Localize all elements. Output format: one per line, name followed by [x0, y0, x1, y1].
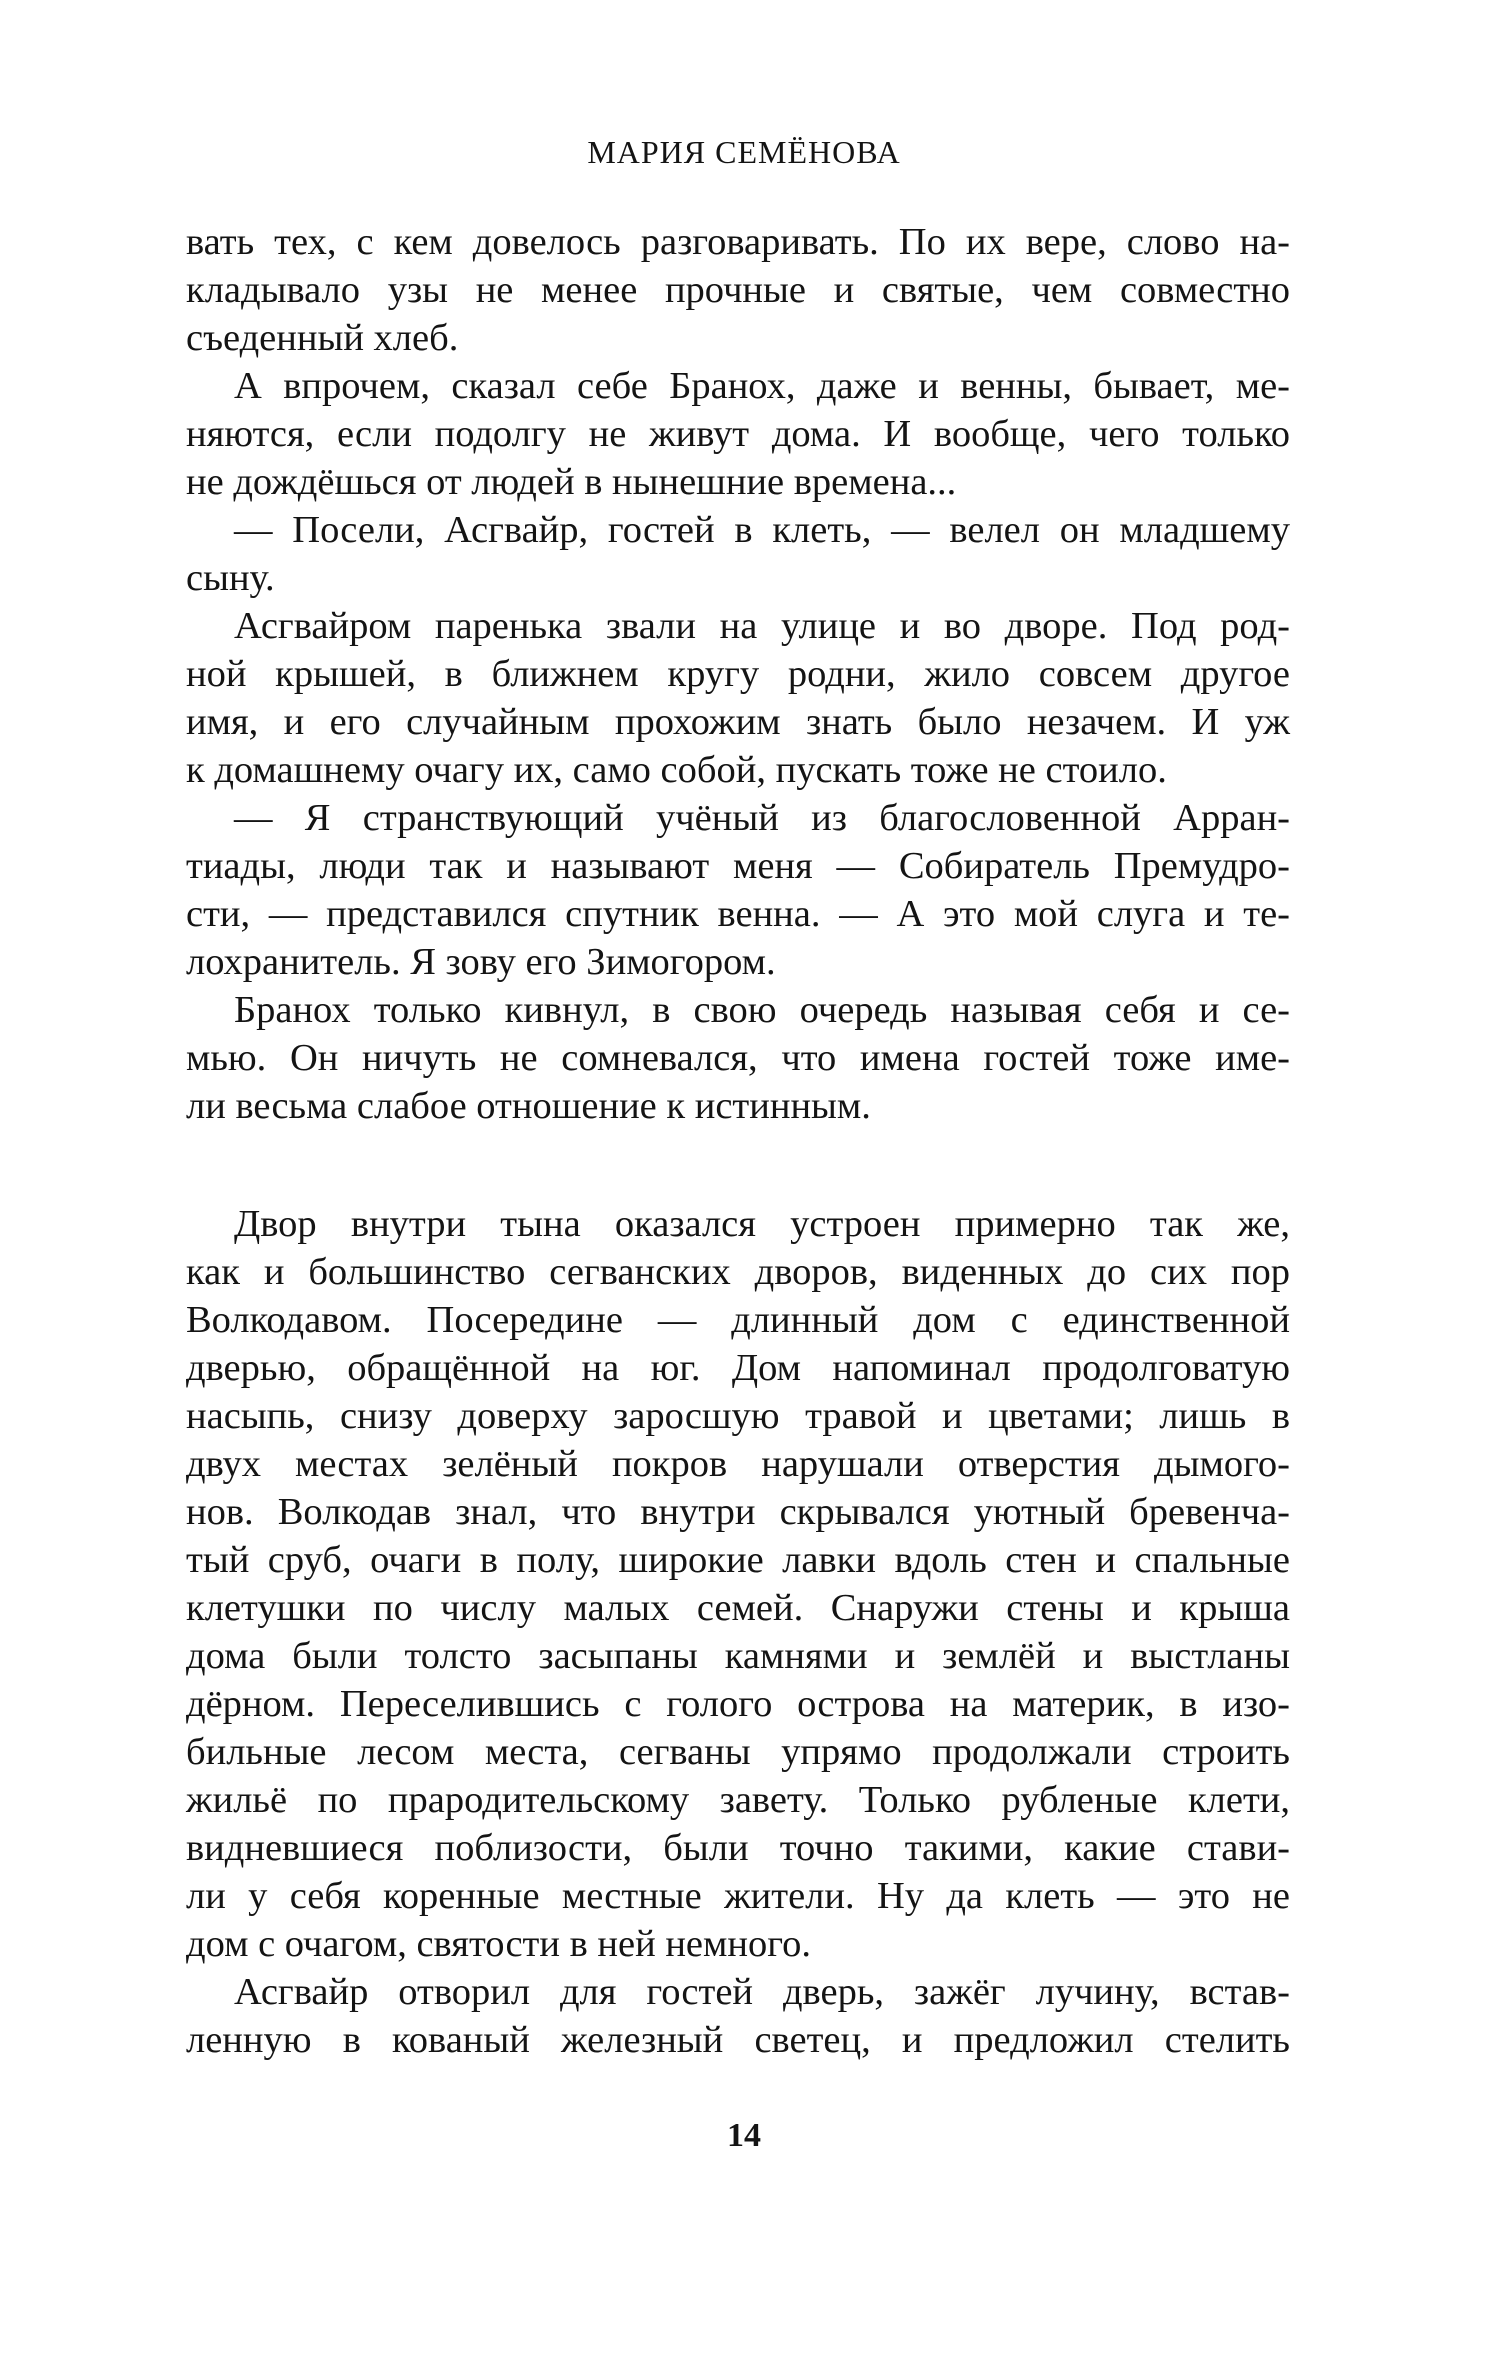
text-line: — Посели, Асгвайр, гостей в клеть, — велел он младшему	[234, 509, 1290, 551]
paragraph	[186, 1200, 1290, 1968]
text-line: тый сруб, очаги в полу, широкие лавки вдоль стен и спальные	[186, 1539, 1290, 1581]
text-line: Асгвайр отворил для гостей дверь, зажёг лучину, встав-	[234, 1971, 1290, 2013]
text-line: Двор внутри тына оказался устроен примерно так же,	[234, 1203, 1290, 1245]
text-line: к домашнему очагу их, само собой, пускать тоже не стоило.	[186, 749, 1167, 791]
body-text	[186, 218, 1290, 2064]
text-line: как и большинство сегванских дворов, виденных до сих пор	[186, 1251, 1290, 1293]
text-line: А впрочем, сказал себе Бранох, даже и венны, бывает, ме-	[234, 365, 1290, 407]
text-line: двух местах зелёный покров нарушали отверстия дымого-	[186, 1443, 1290, 1485]
page-number: 14	[727, 2117, 761, 2154]
section-break	[186, 1130, 1290, 1200]
paragraph	[186, 218, 1290, 362]
running-head: МАРИЯ СЕМЁНОВА	[587, 134, 901, 170]
text-line: ной крышей, в ближнем кругу родни, жило совсем другое	[186, 653, 1290, 695]
paragraph	[186, 362, 1290, 506]
paragraph	[186, 794, 1290, 986]
text-line: съеденный хлеб.	[186, 317, 459, 359]
text-line: Бранох только кивнул, в свою очередь называя себя и се-	[234, 989, 1290, 1031]
text-line: жильё по прародительскому завету. Только рубленые клети,	[186, 1779, 1290, 1821]
text-line: сти, — представился спутник венна. — А это мой слуга и те-	[186, 893, 1290, 935]
text-line: бильные лесом места, сегваны упрямо продолжали строить	[186, 1731, 1290, 1773]
text-line: нов. Волкодав знал, что внутри скрывался уютный бревенча-	[186, 1491, 1290, 1533]
text-line: лохранитель. Я зову его Зимогором.	[186, 941, 776, 983]
text-line: вать тех, с кем довелось разговаривать. По их вере, слово на-	[186, 221, 1290, 263]
text-line: дверью, обращённой на юг. Дом напоминал продолговатую	[186, 1347, 1290, 1389]
text-line: няются, если подолгу не живут дома. И вообще, чего только	[186, 413, 1290, 455]
text-line: мью. Он ничуть не сомневался, что имена гостей тоже име-	[186, 1037, 1290, 1079]
text-line: ли весьма слабое отношение к истинным.	[186, 1085, 871, 1127]
text-section-1	[186, 218, 1290, 1130]
text-line: дома были толсто засыпаны камнями и землёй и выстланы	[186, 1635, 1290, 1677]
text-line: дом с очагом, святости в ней немного.	[186, 1923, 811, 1965]
text-line: клетушки по числу малых семей. Снаружи стены и крыша	[186, 1587, 1290, 1629]
text-section-2	[186, 1200, 1290, 2064]
paragraph	[186, 506, 1290, 602]
text-line: видневшиеся поблизости, были точно такими, какие стави-	[186, 1827, 1290, 1869]
text-line: ли у себя коренные местные жители. Ну да клеть — это не	[186, 1875, 1290, 1917]
paragraph	[186, 986, 1290, 1130]
text-line: имя, и его случайным прохожим знать было незачем. И уж	[186, 701, 1290, 743]
text-line: тиады, люди так и называют меня — Собиратель Премудро-	[186, 845, 1290, 887]
text-line: Асгвайром паренька звали на улице и во дворе. Под род-	[234, 605, 1290, 647]
text-line: дёрном. Переселившись с голого острова на материк, в изо-	[186, 1683, 1290, 1725]
text-line: ленную в кованый железный светец, и предложил стелить	[186, 2019, 1290, 2061]
text-line: насыпь, снизу доверху заросшую травой и цветами; лишь в	[186, 1395, 1290, 1437]
text-line: сыну.	[186, 557, 275, 599]
paragraph	[186, 1968, 1290, 2064]
text-line: не дождёшься от людей в нынешние времена...	[186, 461, 957, 503]
text-line: кладывало узы не менее прочные и святые, чем совместно	[186, 269, 1290, 311]
paragraph	[186, 602, 1290, 794]
text-line: — Я странствующий учёный из благословенной Арран-	[234, 797, 1290, 839]
text-line: Волкодавом. Посередине — длинный дом с единственной	[186, 1299, 1290, 1341]
